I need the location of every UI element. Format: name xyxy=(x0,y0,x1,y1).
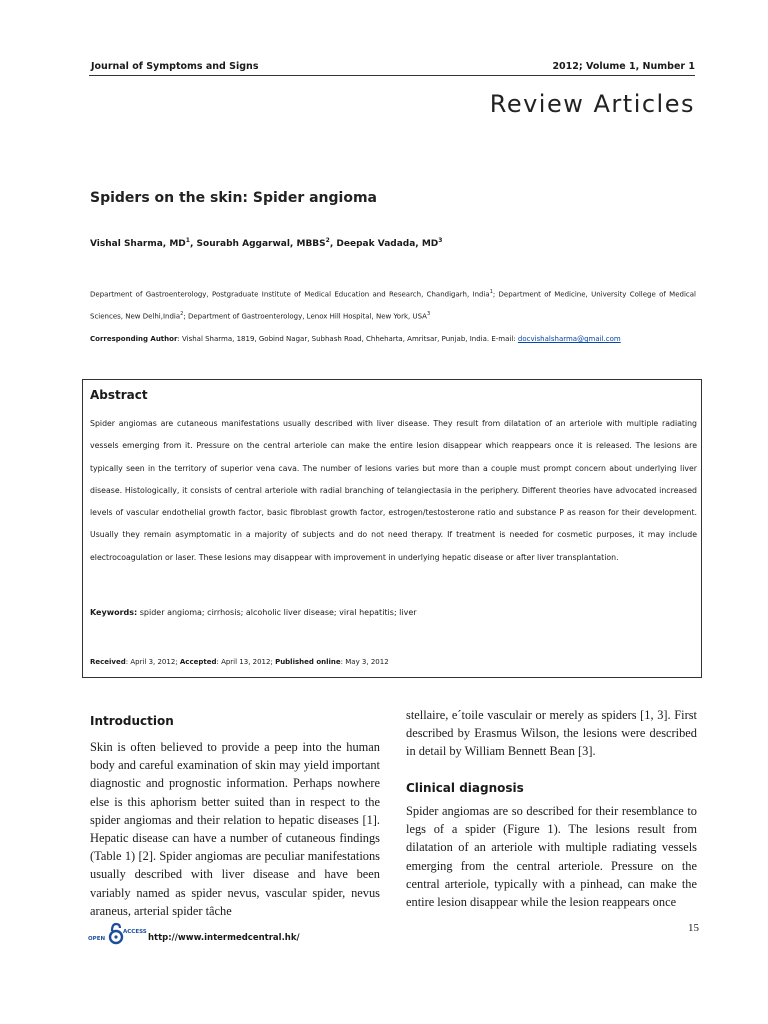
keywords xyxy=(90,608,417,617)
author-name: Deepak Vadada, MD xyxy=(336,239,439,249)
article-title: Spiders on the skin: Spider angioma xyxy=(90,190,377,206)
accepted-date: : April 13, 2012; xyxy=(216,658,276,666)
author-name: Vishal Sharma, MD xyxy=(90,239,186,249)
clinical-diagnosis-text: Spider angiomas are so described for their resemblance to legs of a spider (Figure 1). The lesions result from dilatation of an arteriole with multiple radiating vessels emerging from the central arteriole. Pressure on the central arteriole, typically with a pinhead, can make the entire lesion disappear while the lesion reappears once xyxy=(406,804,697,910)
affiliation-sup: 3 xyxy=(426,311,431,318)
affiliation: Department of Medicine, University College of Medical Sciences, New Delhi,India xyxy=(90,290,696,321)
journal-volume: 2012; Volume 1, Number 1 xyxy=(552,61,695,72)
received-label: Received xyxy=(90,658,126,666)
header-rule xyxy=(89,75,695,76)
affiliations: Department of Gastroenterology, Postgraduate Institute of Medical Education and Research, Chandigarh, India$^1$; Department of Medicine, University College of Medical Sciences, New Delhi,India$^2$; Department of Gastroenterology, Lenox Hill Hospital, New York, USA$^3$ xyxy=(90,289,696,321)
clinical-diagnosis-heading: Clinical diagnosis xyxy=(406,781,524,795)
published-label: Published online xyxy=(275,658,341,666)
logo-access-text: ACCESS xyxy=(123,929,147,935)
corresponding-label: Corresponding Author xyxy=(90,335,178,343)
author-name: Sourabh Aggarwal, MBBS xyxy=(196,239,326,249)
affiliation: Department of Gastroenterology, Postgraduate Institute of Medical Education and Research, Chandigarh, India xyxy=(90,290,490,299)
accepted-label: Accepted xyxy=(179,658,217,666)
received-date: : April 3, 2012; xyxy=(125,658,180,666)
abstract-box xyxy=(82,379,702,678)
logo-open-text: OPEN xyxy=(88,936,106,942)
author-sup: 2 xyxy=(325,237,330,244)
author-sup: 3 xyxy=(438,237,443,244)
introduction-continued: stellaire, e´toile vasculair or merely as spiders [1, 3]. First described by Erasmus Wilson, the lesions were described in detail by William Bennett Bean [3]. xyxy=(406,708,697,759)
journal-url[interactable]: http://www.intermedcentral.hk/ xyxy=(148,933,300,943)
open-access-logo-icon xyxy=(88,922,150,946)
article-dates xyxy=(90,658,389,666)
affiliation-sup: 2 xyxy=(180,311,184,318)
section-title: Review Articles xyxy=(489,90,695,118)
email-link[interactable]: docvishalsharma@gmail.com xyxy=(517,335,621,343)
author-sup: 1 xyxy=(185,237,190,244)
journal-name: Journal of Symptoms and Signs xyxy=(91,61,259,72)
abstract-text: Spider angiomas are cutaneous manifestations usually described with liver disease. They result from dilatation of an arteriole with multiple radiating vessels emerging from it. Pressure on the central arteriole can make the entire lesion disappear which reappears once it is released. The lesions are typically seen in the territory of superior vena cava. The number of lesions varies but more than a couple must prompt concern about underlying liver disease. Histologically, it consists of central arteriole with radial branching of telangiectasia in the periphery. Different theories have advocated increased levels of vascular endothelial growth factor, basic fibroblast growth factor, estrogen/testosterone ratio and substance P as reason for their development. Usually they remain asymptomatic in a majority of subjects and do not need therapy. If treatment is needed for cosmetic purposes, it may include electrocoagulation or laser. These lesions may disappear with improvement in underlying hepatic disease or after liver transplantation. xyxy=(90,419,697,562)
affiliation-sup: 1 xyxy=(489,289,493,295)
keywords-text: spider angioma; cirrhosis; alcoholic liver disease; viral hepatitis; liver xyxy=(137,608,417,617)
introduction-text: Skin is often believed to provide a peep into the human body and careful examination of skin may yield important diagnostic and prognostic information. Perhaps nowhere else is this aphorism better suited than in respect to the spider angiomas and their relation to hepatic diseases [1]. Hepatic disease can have a number of cutaneous findings (Table 1) [2]. Spider angiomas are peculiar manifestations usually described with liver disease and have been variably named as spider nevus, vascular spider, nevus araneus, arterial spider tâche xyxy=(90,740,380,918)
introduction-heading: Introduction xyxy=(90,714,174,728)
abstract-heading: Abstract xyxy=(90,388,148,402)
corresponding-address: : Vishal Sharma, 1819, Gobind Nagar, Subhash Road, Chheharta, Amritsar, Punjab, India. E-mail: xyxy=(177,335,518,343)
page-number: 15 xyxy=(688,922,699,934)
affiliation: Department of Gastroenterology, Lenox Hill Hospital, New York, USA xyxy=(187,312,427,321)
published-date: : May 3, 2012 xyxy=(340,658,389,666)
author-list: Vishal Sharma, $MD^1$, Sourabh Aggarwal, MBBS$^2$, Deepak Vadada, $MD^3$ xyxy=(90,237,443,249)
corresponding-author xyxy=(90,335,621,343)
keywords-label: Keywords: xyxy=(90,608,138,617)
